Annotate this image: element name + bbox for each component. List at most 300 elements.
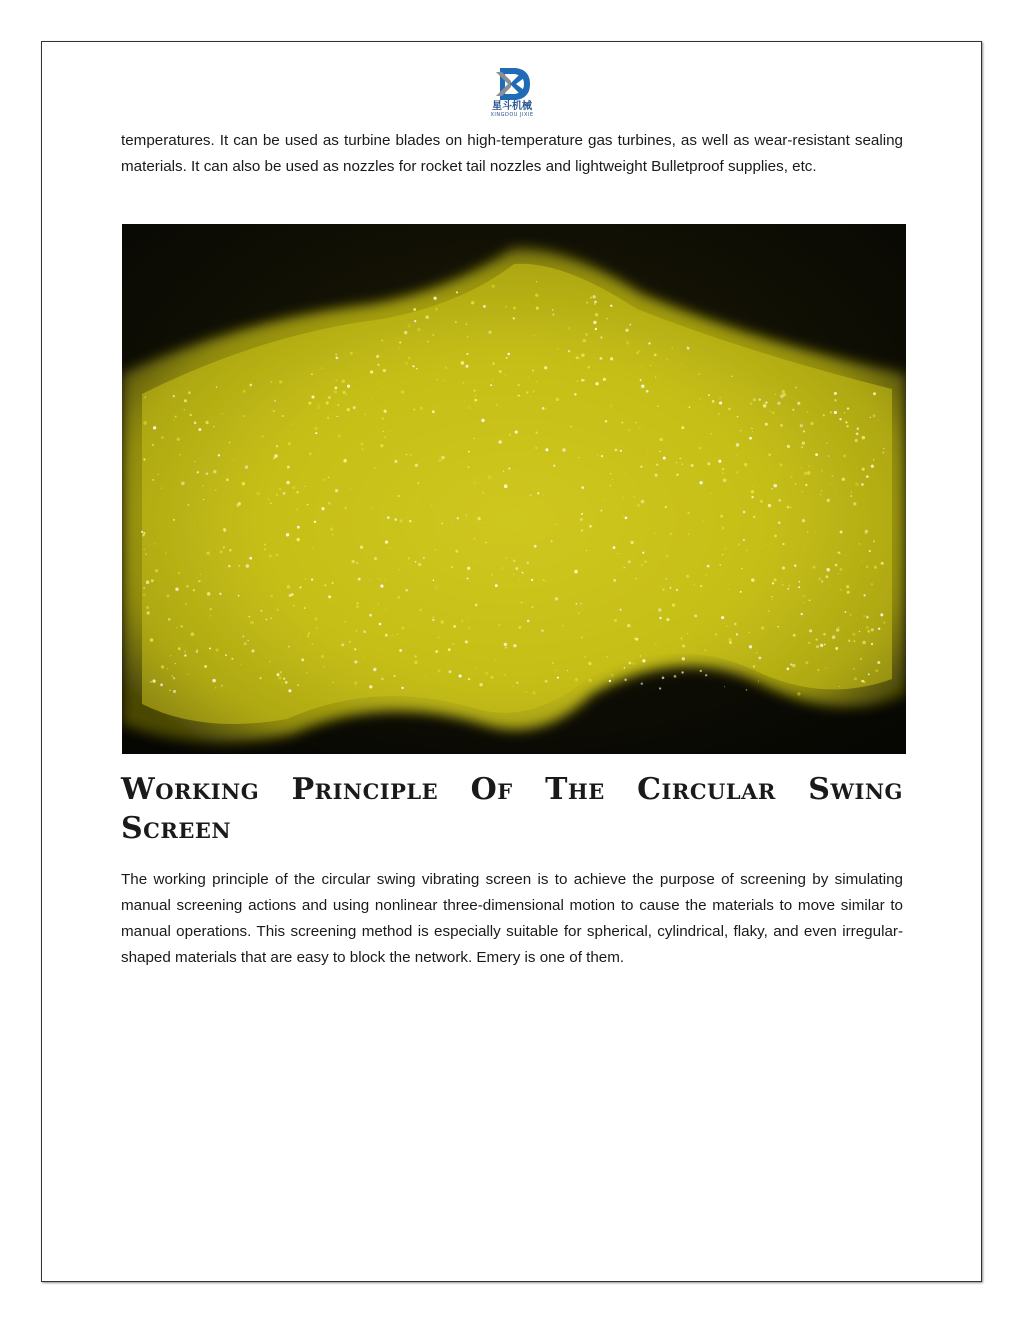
sparkle (335, 354, 337, 356)
sparkle (700, 585, 702, 587)
sparkle (307, 672, 308, 673)
sparkle (361, 448, 363, 450)
sparkle (380, 585, 383, 588)
sparkle (223, 528, 226, 531)
sparkle (200, 573, 202, 575)
sparkle (354, 648, 356, 650)
sparkle (207, 592, 210, 595)
sparkle (672, 603, 675, 606)
sparkle (351, 560, 355, 564)
sparkle (765, 401, 767, 403)
sparkle (555, 597, 559, 601)
sparkle (504, 643, 507, 646)
sparkle (328, 595, 331, 598)
sparkle (475, 395, 476, 396)
sparkle (537, 492, 539, 494)
sparkle (242, 482, 246, 486)
sparkle (620, 450, 622, 452)
sparkle (689, 406, 691, 408)
sparkle (471, 301, 474, 304)
sparkle (839, 686, 840, 687)
sparkle (795, 483, 796, 484)
sparkle (194, 422, 197, 425)
sparkle (606, 656, 607, 657)
sparkle (243, 415, 245, 417)
sparkle (474, 482, 477, 485)
sparkle (597, 455, 598, 456)
sparkle (216, 386, 217, 387)
sparkle (574, 570, 577, 573)
sparkle (384, 579, 385, 580)
sparkle (221, 685, 223, 687)
sparkle (172, 675, 173, 676)
sparkle (187, 504, 189, 506)
sparkle (567, 327, 570, 330)
sparkle (410, 454, 412, 456)
sparkle (826, 442, 828, 444)
sparkle (800, 613, 802, 615)
sparkle (777, 402, 780, 405)
sparkle (479, 683, 482, 686)
sparkle (660, 438, 663, 441)
sparkle (665, 578, 667, 580)
sparkle (614, 619, 617, 622)
sparkle (457, 628, 458, 629)
sparkle (751, 496, 753, 498)
sparkle (611, 674, 614, 677)
sparkle (580, 518, 583, 521)
sparkle (637, 504, 640, 507)
sparkle (594, 303, 595, 304)
sparkle (883, 448, 884, 449)
sparkle (601, 455, 603, 457)
sparkle (305, 486, 306, 487)
sparkle (155, 569, 158, 572)
sparkle (766, 544, 767, 545)
sparkle (168, 618, 171, 621)
sparkle (729, 540, 730, 541)
sparkle (184, 409, 185, 410)
sparkle (505, 647, 507, 649)
sparkle (763, 404, 766, 407)
sparkle (654, 353, 657, 356)
sparkle (157, 474, 159, 476)
sparkle (268, 499, 269, 500)
sparkle (197, 649, 199, 651)
sparkle (145, 397, 146, 398)
sparkle (536, 381, 537, 382)
sparkle (203, 499, 204, 500)
sparkle (433, 334, 434, 335)
sparkle (449, 670, 452, 673)
sparkle (538, 459, 540, 461)
sparkle (845, 555, 846, 556)
sparkle (753, 665, 755, 667)
sparkle (740, 591, 742, 593)
sparkle (473, 389, 475, 391)
sparkle (191, 632, 195, 636)
sparkle (699, 398, 700, 399)
sparkle (760, 500, 763, 503)
sparkle (820, 494, 821, 495)
sparkle (847, 591, 850, 594)
sparkle (143, 458, 145, 460)
sparkle (705, 674, 707, 676)
sparkle (337, 416, 338, 417)
sparkle (286, 533, 289, 536)
sparkle (353, 406, 356, 409)
sparkle (771, 488, 772, 489)
sparkle (453, 625, 456, 628)
sparkle (844, 611, 846, 613)
sparkle (624, 567, 625, 568)
sparkle (505, 306, 506, 307)
sparkle (719, 397, 721, 399)
sparkle (728, 408, 730, 410)
sparkle (793, 634, 796, 637)
sparkle (790, 476, 792, 478)
sparkle (373, 668, 376, 671)
emery-powder-photo (122, 224, 906, 754)
sparkle (884, 622, 886, 624)
sparkle (492, 379, 494, 381)
sparkle (587, 366, 590, 369)
sparkle (321, 367, 322, 368)
sparkle (455, 321, 457, 323)
sparkle (536, 307, 539, 310)
sparkle (809, 600, 811, 602)
sparkle (871, 583, 873, 585)
sparkle (215, 490, 217, 492)
sparkle (772, 582, 774, 584)
sparkle (225, 654, 227, 656)
sparkle (775, 394, 776, 395)
sparkle (347, 385, 350, 388)
sparkle (321, 507, 324, 510)
sparkle (492, 362, 495, 365)
sparkle (828, 455, 830, 457)
sparkle (370, 370, 373, 373)
sparkle (858, 543, 860, 545)
sparkle (448, 648, 451, 651)
sparkle (878, 419, 879, 420)
sparkle (312, 547, 313, 548)
sparkle (798, 586, 800, 588)
sparkle (238, 595, 240, 597)
sparkle (681, 363, 682, 364)
sparkle (802, 491, 803, 492)
sparkle (273, 457, 275, 459)
sparkle (604, 499, 606, 501)
sparkle (843, 455, 846, 458)
sparkle (173, 419, 175, 421)
sparkle (620, 609, 622, 611)
sparkle (821, 580, 823, 582)
sparkle (835, 647, 838, 650)
sparkle (871, 628, 874, 631)
sparkle (426, 316, 429, 319)
sparkle (187, 673, 189, 675)
sparkle (250, 621, 253, 624)
sparkle (703, 520, 705, 522)
sparkle (369, 580, 370, 581)
sparkle (535, 294, 538, 297)
sparkle (740, 430, 741, 431)
sparkle (467, 578, 469, 580)
sparkle (867, 630, 870, 633)
sparkle (324, 666, 326, 668)
sparkle (589, 624, 590, 625)
sparkle (371, 397, 372, 398)
sparkle (515, 431, 518, 434)
sparkle (707, 462, 710, 465)
sparkle (206, 551, 209, 554)
sparkle (629, 324, 631, 326)
sparkle (758, 681, 759, 682)
sparkle (383, 369, 386, 372)
sparkle (765, 423, 768, 426)
sparkle (545, 680, 548, 683)
sparkle (624, 678, 627, 681)
sparkle (840, 531, 843, 534)
sparkle (813, 566, 816, 569)
sparkle (741, 568, 742, 569)
sparkle (768, 504, 771, 507)
sparkle (774, 535, 777, 538)
sparkle (413, 308, 416, 311)
sparkle (873, 459, 875, 461)
sparkle (247, 640, 248, 641)
sparkle (854, 677, 857, 680)
sparkle (245, 465, 249, 469)
sparkle (474, 538, 476, 540)
sparkle (299, 586, 301, 588)
sparkle (610, 357, 613, 360)
sparkle (251, 649, 254, 652)
sparkle (859, 631, 860, 632)
sparkle (385, 609, 387, 611)
sparkle (578, 612, 580, 614)
sparkle (363, 657, 365, 659)
sparkle (270, 502, 272, 504)
sparkle (185, 603, 186, 604)
sparkle (861, 483, 864, 486)
sparkle (256, 492, 260, 496)
sparkle (504, 484, 508, 488)
sparkle (530, 494, 532, 496)
sparkle (433, 616, 434, 617)
sparkle (686, 346, 688, 348)
sparkle (627, 624, 630, 627)
sparkle (752, 487, 753, 488)
sparkle (641, 564, 644, 567)
sparkle (341, 643, 344, 646)
sparkle (330, 527, 334, 531)
sparkle (467, 336, 468, 337)
sparkle (167, 668, 168, 669)
sparkle (639, 428, 641, 430)
sparkle (556, 398, 560, 402)
sparkle (197, 471, 199, 473)
sparkle (589, 679, 592, 682)
sparkle (543, 494, 544, 495)
sparkle (205, 421, 208, 424)
sparkle (722, 554, 723, 555)
sparkle (556, 524, 557, 525)
sparkle (552, 662, 554, 664)
sparkle (778, 521, 781, 524)
sparkle (878, 628, 880, 630)
sparkle (400, 519, 403, 522)
sparkle (282, 682, 283, 683)
sparkle (223, 546, 225, 548)
sparkle (311, 579, 313, 581)
sparkle (443, 380, 445, 382)
sparkle (461, 361, 465, 365)
sparkle (610, 305, 612, 307)
sparkle (297, 538, 300, 541)
sparkle (350, 365, 351, 366)
sparkle (210, 615, 211, 616)
sparkle (662, 589, 664, 591)
sparkle (521, 602, 523, 604)
sparkle (389, 547, 390, 548)
sparkle (723, 479, 727, 483)
sparkle (332, 534, 333, 535)
sparkle (610, 473, 611, 474)
sparkle (218, 454, 220, 456)
sparkle (545, 448, 548, 451)
sparkle (209, 608, 212, 611)
sparkle (660, 586, 662, 588)
sparkle (749, 437, 752, 440)
sparkle (378, 604, 379, 605)
sparkle (174, 416, 176, 418)
sparkle (232, 459, 234, 461)
sparkle (737, 416, 739, 418)
sparkle (644, 561, 646, 563)
sparkle (228, 565, 230, 567)
sparkle (534, 545, 537, 548)
sparkle (277, 673, 280, 676)
sparkle (473, 438, 474, 439)
sparkle (836, 628, 839, 631)
sparkle (377, 578, 378, 579)
sparkle (356, 602, 358, 604)
sparkle (641, 385, 644, 388)
sparkle (687, 512, 689, 514)
sparkle (575, 678, 578, 681)
sparkle (625, 517, 628, 520)
sparkle (578, 457, 579, 458)
sparkle (787, 588, 789, 590)
sparkle (847, 407, 849, 409)
sparkle (391, 635, 393, 637)
sparkle (239, 565, 241, 567)
sparkle (453, 643, 454, 644)
sparkle (802, 519, 805, 522)
sparkle (335, 489, 338, 492)
sparkle (795, 387, 797, 389)
sparkle (840, 553, 842, 555)
sparkle (581, 486, 584, 489)
sparkle (851, 492, 852, 493)
sparkle (173, 690, 176, 693)
sparkle (853, 668, 854, 669)
sparkle (622, 422, 624, 424)
sparkle (338, 435, 341, 438)
sparkle (335, 387, 338, 390)
sparkle (576, 356, 579, 359)
sparkle (178, 572, 180, 574)
sparkle (505, 557, 507, 559)
sparkle (200, 581, 201, 582)
sparkle (862, 641, 866, 645)
sparkle (317, 406, 320, 409)
sparkle (838, 573, 839, 574)
sparkle (630, 541, 633, 544)
sparkle (414, 655, 416, 657)
sparkle (356, 605, 359, 608)
sparkle (629, 662, 632, 665)
sparkle (853, 502, 856, 505)
sparkle (552, 309, 553, 310)
sparkle (405, 589, 408, 592)
sparkle (779, 463, 782, 466)
sparkle (274, 454, 277, 457)
sparkle (715, 633, 717, 635)
sparkle (662, 676, 665, 679)
sparkle (239, 572, 240, 573)
sparkle (236, 504, 239, 507)
sparkle (807, 531, 809, 533)
sparkle (311, 373, 313, 375)
sparkle (297, 526, 300, 529)
sparkle (529, 395, 531, 397)
sparkle (805, 661, 808, 664)
sparkle (659, 687, 661, 689)
sparkle (141, 531, 143, 533)
sparkle (147, 611, 150, 614)
sparkle (461, 620, 463, 622)
sparkle (650, 365, 651, 366)
sparkle (212, 679, 215, 682)
sparkle (642, 552, 644, 554)
sparkle (761, 626, 764, 629)
sparkle (555, 669, 557, 671)
sparkle (463, 382, 464, 383)
sparkle (216, 648, 219, 651)
sparkle (815, 531, 817, 533)
sparkle (496, 404, 497, 405)
sparkle (622, 496, 625, 499)
sparkle (581, 353, 585, 357)
sparkle (699, 447, 702, 450)
sparkle (718, 413, 719, 414)
sparkle (477, 517, 480, 520)
sparkle (635, 578, 636, 579)
sparkle (623, 515, 624, 516)
sparkle (445, 367, 447, 369)
sparkle (842, 478, 845, 481)
sparkle (327, 417, 329, 419)
sparkle (783, 393, 786, 396)
sparkle (347, 408, 350, 411)
sparkle (881, 562, 884, 565)
sparkle (551, 540, 553, 542)
sparkle (750, 402, 753, 405)
sparkle (417, 328, 421, 332)
